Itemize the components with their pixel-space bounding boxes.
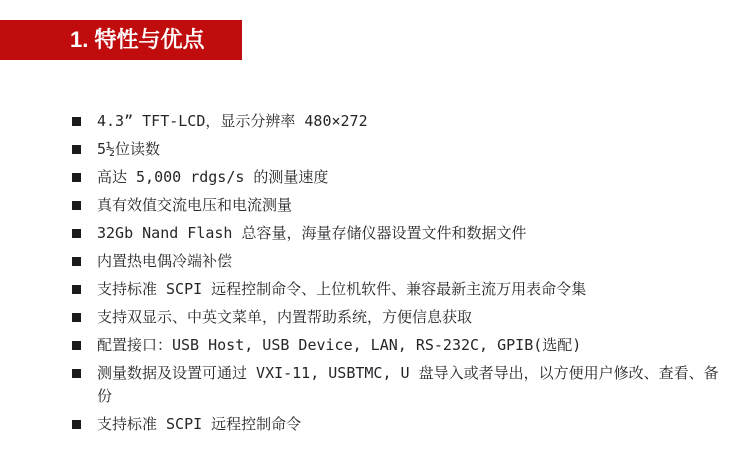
list-item-text: 测量数据及设置可通过 VXI-11, USBTMC, U 盘导入或者导出，以方便用户修改、查看、备份 <box>97 364 719 405</box>
bullet-square-icon <box>72 257 81 266</box>
bullet-square-icon <box>72 145 81 154</box>
list-item-text: 支持双显示、中英文菜单，内置帮助系统，方便信息获取 <box>97 308 473 326</box>
section-title: 1. 特性与优点 <box>70 27 205 52</box>
bullet-square-icon <box>72 285 81 294</box>
bullet-square-icon <box>72 117 81 126</box>
list-item <box>72 250 724 273</box>
bullet-square-icon <box>72 420 81 429</box>
list-item <box>72 222 724 245</box>
list-item-text: 支持标准 SCPI 远程控制命令 <box>97 415 302 433</box>
list-item <box>72 413 724 436</box>
bullet-square-icon <box>72 229 81 238</box>
list-item-text: 5½位读数 <box>97 140 161 158</box>
bullet-square-icon <box>72 173 81 182</box>
list-item <box>72 110 724 133</box>
list-item <box>72 306 724 329</box>
list-item <box>72 362 724 408</box>
list-item <box>72 194 724 217</box>
feature-list <box>72 110 724 441</box>
list-item <box>72 166 724 189</box>
list-item <box>72 138 724 161</box>
section-header-banner <box>0 20 242 60</box>
list-item-text: 配置接口：USB Host, USB Device, LAN, RS-232C, GPIB(选配) <box>97 336 582 354</box>
list-item-text: 内置热电偶冷端补偿 <box>97 252 233 270</box>
bullet-square-icon <box>72 201 81 210</box>
list-item-text: 高达 5,000 rdgs/s 的测量速度 <box>97 168 329 186</box>
bullet-square-icon <box>72 341 81 350</box>
list-item-text: 支持标准 SCPI 远程控制命令、上位机软件、兼容最新主流万用表命令集 <box>97 280 587 298</box>
list-item <box>72 334 724 357</box>
list-item-text: 4.3” TFT-LCD，显示分辨率 480×272 <box>97 112 368 130</box>
list-item-text: 真有效值交流电压和电流测量 <box>97 196 293 214</box>
list-item-text: 32Gb Nand Flash 总容量，海量存储仪器设置文件和数据文件 <box>97 224 527 242</box>
list-item <box>72 278 724 301</box>
bullet-square-icon <box>72 313 81 322</box>
bullet-square-icon <box>72 369 81 378</box>
